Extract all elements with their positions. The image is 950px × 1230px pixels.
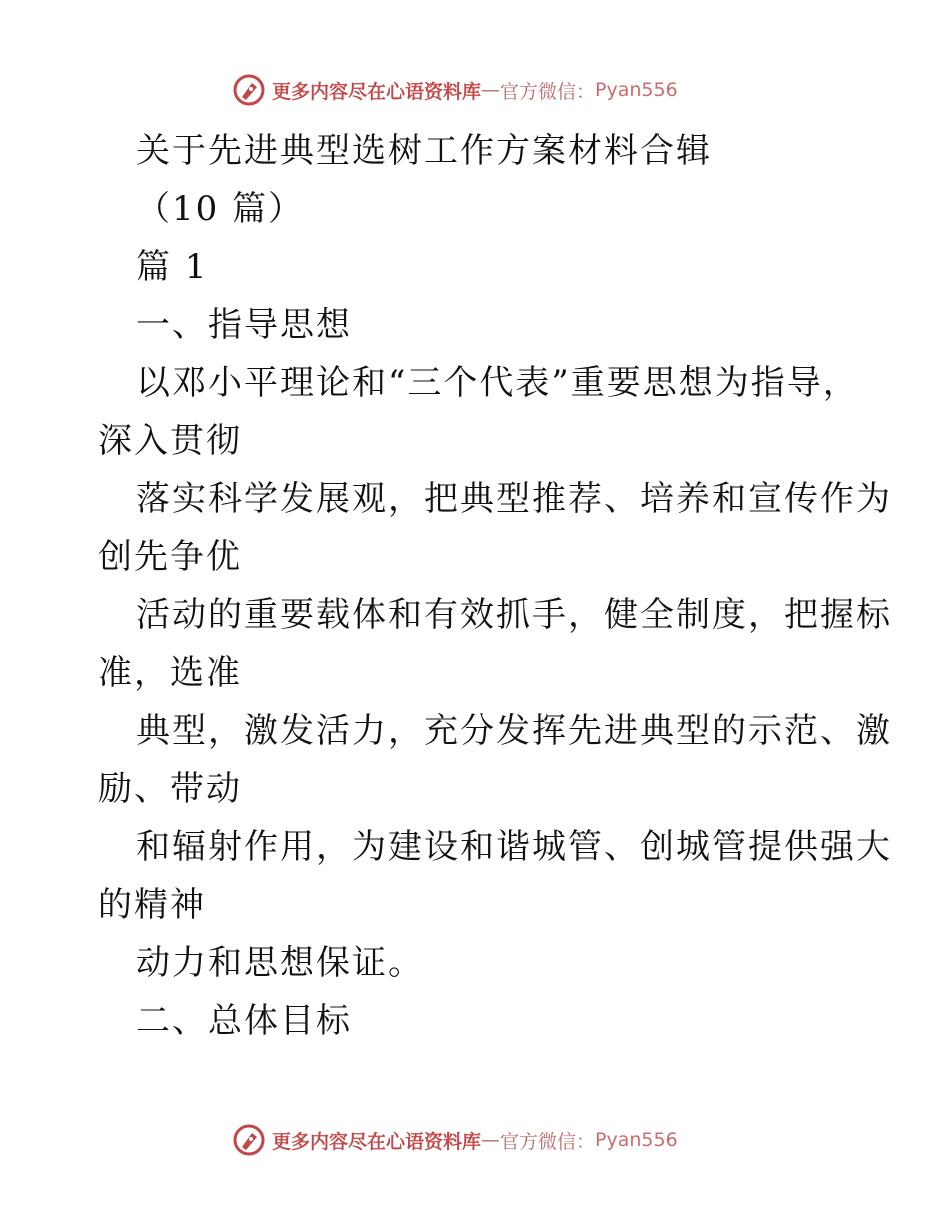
text-line: 一、指导思想	[136, 305, 352, 345]
text-line: 和辐射作用，为建设和谐城管、创城管提供强大	[136, 827, 892, 867]
watermark-brand: 更多内容尽在心语资料库	[272, 1130, 482, 1153]
watermark-separator: —	[481, 1129, 501, 1151]
text-line: （10 篇）	[136, 189, 305, 229]
text-line: 深入贯彻	[98, 421, 242, 461]
document-body	[98, 122, 892, 1050]
text-line: 落实科学发展观，把典型推荐、培养和宣传作为	[136, 479, 892, 519]
watermark-separator: —	[481, 79, 501, 101]
pen-nib-circle-icon	[232, 1123, 266, 1157]
text-line: 的精神	[98, 885, 206, 925]
text-line: 创先争优	[98, 537, 242, 577]
pen-nib-circle-icon	[232, 73, 266, 107]
text-line: 动力和思想保证。	[136, 943, 424, 983]
text-line: 以邓小平理论和“三个代表”重要思想为指导，	[136, 363, 859, 403]
watermark-handle: Pyan556	[595, 79, 678, 101]
header-watermark	[232, 72, 678, 108]
watermark-label: 官方微信：	[500, 80, 596, 103]
watermark-handle: Pyan556	[595, 1129, 678, 1151]
text-line: 二、总体目标	[136, 1001, 352, 1041]
watermark-brand: 更多内容尽在心语资料库	[272, 80, 482, 103]
text-line: 活动的重要载体和有效抓手，健全制度，把握标	[136, 595, 892, 635]
footer-watermark	[232, 1122, 678, 1158]
text-line: 准，选准	[98, 653, 242, 693]
text-line: 篇 1	[136, 247, 209, 287]
watermark-label: 官方微信：	[500, 1130, 596, 1153]
text-line: 典型，激发活力，充分发挥先进典型的示范、激	[136, 711, 892, 751]
text-line: 励、带动	[98, 769, 242, 809]
text-line: 关于先进典型选树工作方案材料合辑	[136, 131, 712, 171]
